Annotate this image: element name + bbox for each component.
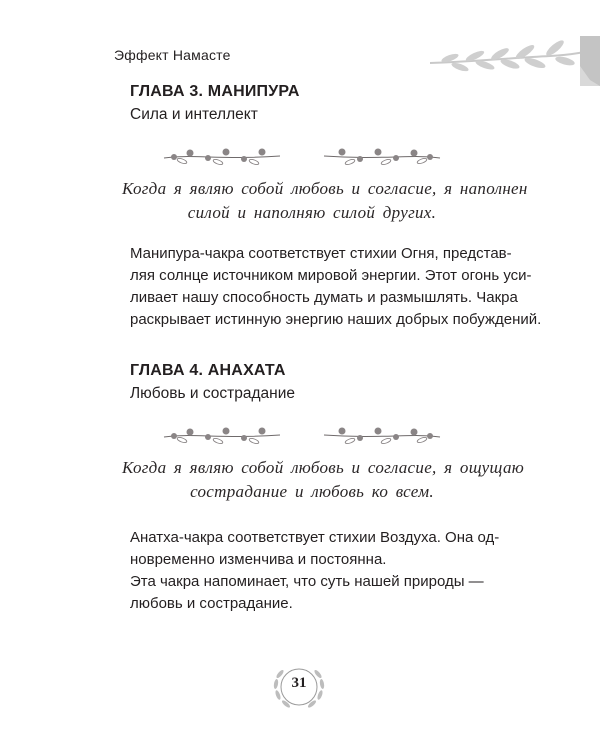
chapter-3-quote [122, 177, 528, 225]
quote-line: Когда я являю собой любовь и согласие, я ощущаю [122, 458, 525, 477]
chapter-4-quote [122, 456, 525, 504]
chapter-4-subtitle: Любовь и сострадание [130, 385, 296, 402]
chapter-4-body [130, 527, 502, 615]
floral-divider-icon [162, 142, 442, 170]
page-number: 31 [291, 675, 307, 691]
body-line: Анатха-чакра соответствует стихии Воздуха. Она од- [130, 529, 500, 546]
body-line: Эта чакра напоминает, что суть нашей природы — [130, 573, 484, 590]
body-line: новременно изменчива и постоянна. [130, 551, 387, 568]
body-line: любовь и сострадание. [130, 595, 293, 612]
body-line: ляя солнце источником мировой энергии. Этот огонь уси- [130, 267, 532, 284]
chapter-3-subtitle: Сила и интеллект [130, 106, 258, 123]
olive-branch-icon [430, 36, 600, 86]
body-line: Манипура-чакра соответствует стихии Огня, представ- [130, 245, 512, 262]
chapter-4-title: ГЛАВА 4. АНАХАТА [130, 362, 286, 379]
running-title: Эффект Намасте [114, 47, 231, 63]
quote-line: сострадание и любовь ко всем. [190, 482, 434, 501]
quote-line: силой и наполняю силой других. [187, 203, 437, 222]
body-line: раскрывает истинную энергию наших добрых побуждений. [130, 311, 542, 328]
floral-divider-icon [162, 421, 442, 449]
body-line: ливает нашу способность думать и размышлять. Чакра [130, 289, 518, 306]
quote-line: Когда я являю собой любовь и согласие, я наполнен [122, 179, 528, 198]
chapter-3-body [130, 243, 542, 331]
chapter-3-title: ГЛАВА 3. МАНИПУРА [130, 83, 300, 100]
